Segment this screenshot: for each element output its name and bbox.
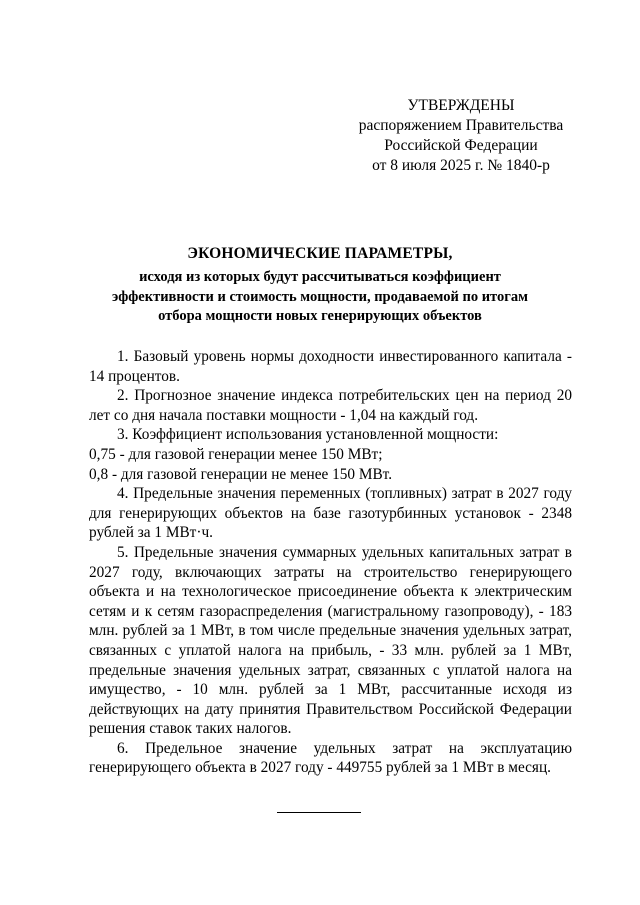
paragraph-1: 1. Базовый уровень нормы доходности инвестированного капитала - 14 процентов.	[89, 348, 572, 385]
paragraph-5: 5. Предельные значения суммарных удельных капитальных затрат в 2027 году, включающих затраты на строительство генерирующего объекта и на технологическое присоединение объекта к электрическим сетям и к сетям газораспределения (магистральному газопроводу), - 183 млн. рублей за 1 МВт, в том числе предельные значения удельных затрат, связанных с уплатой налога на прибыль, - 33 млн. рублей за 1 МВт, предельные значения удельных затрат, связанных с уплатой налога на имущество, - 10 млн. рублей за 1 МВт, рассчитанные исходя из действующих на дату принятия Правительством Российской Федерации решения ставок таких налогов.	[89, 543, 572, 738]
subtitle-line-2: эффективности и стоимость мощности, продаваемой по итогам	[112, 288, 528, 305]
approval-date-number: от 8 июля 2025 г. № 1840-р	[372, 157, 550, 174]
paragraph-3-item-b: 0,8 - для газовой генерации не менее 150 МВт.	[89, 465, 393, 483]
approval-stamp	[350, 96, 572, 176]
document-body	[89, 347, 572, 778]
approval-authority: распоряжением Правительства	[358, 117, 564, 134]
paragraph-3: 3. Коэффициент использования установленной мощности:	[117, 426, 499, 444]
approval-country: Российской Федерации	[384, 137, 538, 154]
subtitle-line-1: исходя из которых будут рассчитываться коэффициент	[139, 269, 501, 285]
approval-heading: УТВЕРЖДЕНЫ	[407, 97, 515, 114]
end-separator-line	[277, 812, 361, 813]
paragraph-2: 2. Прогнозное значение индекса потребительских цен на период 20 лет со дня начала поставки мощности - 1,04 на каждый год.	[89, 387, 572, 424]
paragraph-4: 4. Предельные значения переменных (топливных) затрат в 2027 году для генерирующих объектов на базе газотурбинных установок - 2348 рублей за 1 МВт·ч.	[89, 485, 572, 542]
paragraph-6: 6. Предельное значение удельных затрат на эксплуатацию генерирующего объекта в 2027 году - 449755 рублей за 1 МВт в месяц.	[89, 739, 572, 777]
document-title: ЭКОНОМИЧЕСКИЕ ПАРАМЕТРЫ,	[187, 245, 453, 262]
document-subtitle	[80, 268, 560, 327]
paragraph-3-item-a: 0,75 - для газовой генерации менее 150 МВт;	[89, 445, 383, 463]
subtitle-line-3: отбора мощности новых генерирующих объектов	[158, 308, 482, 324]
